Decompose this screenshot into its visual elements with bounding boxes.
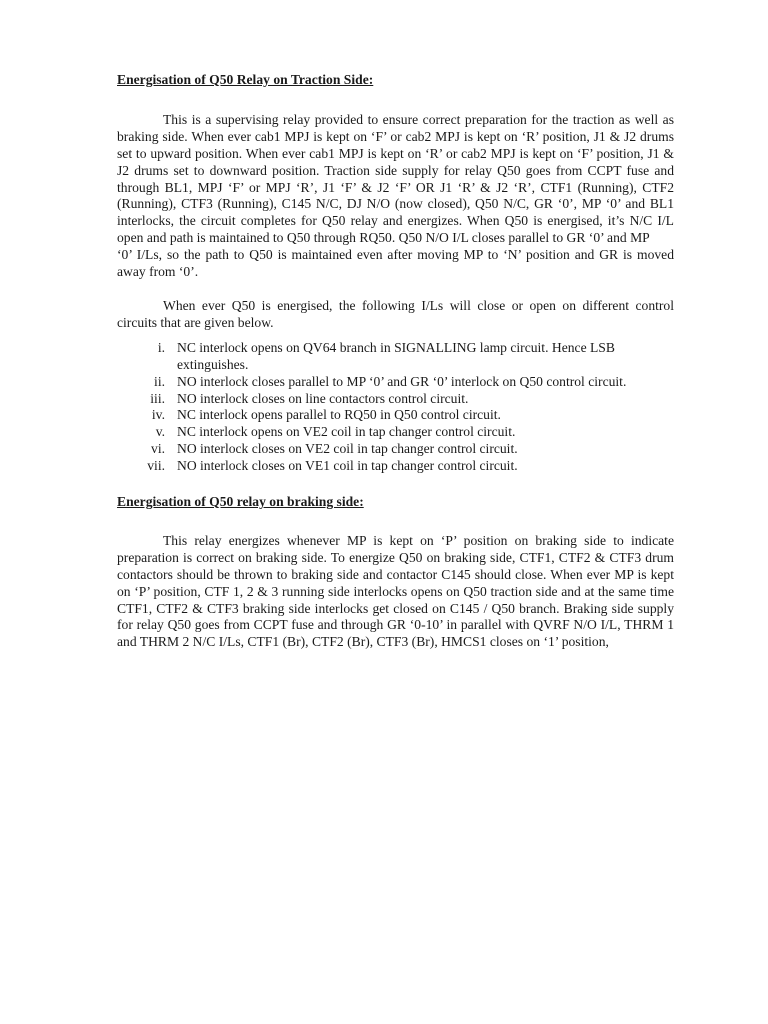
document-page (117, 68, 674, 651)
paragraph-traction-intro-continued: ‘0’ I/Ls, so the path to Q50 is maintained even after moving MP to ‘N’ position and GR is moved away from ‘0’. (117, 247, 674, 280)
section-heading-traction: Energisation of Q50 Relay on Traction Side: (117, 72, 374, 87)
list-item-text: NC interlock opens parallel to RQ50 in Q50 control circuit. (177, 407, 501, 423)
section-heading-braking: Energisation of Q50 relay on braking side: (117, 494, 364, 510)
list-item-text: NO interlock closes parallel to MP ‘0’ and GR ‘0’ interlock on Q50 control circuit. (177, 373, 627, 389)
list-item-number: iii. (150, 390, 165, 406)
list-item-text: NO interlock closes on line contactors control circuit. (177, 390, 469, 406)
list-item (117, 424, 674, 441)
list-item-number: ii. (154, 373, 165, 389)
list-item (117, 391, 674, 408)
list-item-text: NC interlock opens on QV64 branch in SIGNALLING lamp circuit. Hence LSB extinguishes. (177, 339, 615, 372)
list-item-number: i. (157, 339, 165, 355)
list-item (117, 441, 674, 458)
paragraph-interlocks-intro: When ever Q50 is energised, the following I/Ls will close or open on different control circuits that are given below. (117, 297, 674, 330)
list-item-text: NO interlock closes on VE1 coil in tap changer control circuit. (177, 458, 518, 474)
list-item (117, 407, 674, 424)
list-item-text: NC interlock opens on VE2 coil in tap changer control circuit. (177, 424, 516, 440)
paragraph-traction-intro: This is a supervising relay provided to ensure correct preparation for the traction as well as braking side. When ever cab1 MPJ is kept on ‘F’ or cab2 MPJ is kept on ‘R’ position, J1 & J2 drums set to upward position. When ever cab1 MPJ is kept on ‘R’ or cab2 MPJ is kept on ‘F’ position, J1 & J2 drums set to downward position. Traction side supply for relay Q50 goes from CCPT fuse and through BL1, MPJ ‘F’ or MPJ ‘R’, J1 ‘F’ & J2 ‘F’ OR J1 ‘R’ & J2 ‘R’, CTF1 (Running), CTF2 (Running), CTF3 (Running), C145 N/C, DJ N/O (now closed), Q50 N/C, GR ‘0’, MP ‘0’ and BL1 interlocks, the circuit completes for Q50 relay and energizes. When Q50 is energised, it’s N/C I/L open and path is maintained to Q50 through RQ50. Q50 N/O I/L closes parallel to GR ‘0’ and MP (117, 111, 674, 246)
list-item-text: NO interlock closes on VE2 coil in tap changer control circuit. (177, 441, 518, 457)
list-item-number: vii. (147, 458, 165, 474)
list-item-number: v. (155, 424, 165, 440)
list-item-number: vi. (151, 441, 165, 457)
list-item (117, 340, 674, 374)
paragraph-braking: This relay energizes whenever MP is kept on ‘P’ position on braking side to indicate preparation is correct on braking side. To energize Q50 on braking side, CTF1, CTF2 & CTF3 drum contactors should be thrown to braking side and contactor C145 should close. When ever MP is kept on ‘P’ position, CTF 1, 2 & 3 running side interlocks opens on Q50 traction side and at the same time CTF1, CTF2 & CTF3 braking side interlocks get closed on C145 / Q50 branch. Braking side supply for relay Q50 goes from CCPT fuse and through GR ‘0-10’ in parallel with QVRF N/O I/L, THRM 1 and THRM 2 N/C I/Ls, CTF1 (Br), CTF2 (Br), CTF3 (Br), HMCS1 closes on ‘1’ position, (117, 532, 674, 650)
list-item-number: iv. (151, 407, 165, 423)
list-item (117, 458, 674, 475)
list-item (117, 374, 674, 391)
interlock-list (117, 340, 674, 475)
